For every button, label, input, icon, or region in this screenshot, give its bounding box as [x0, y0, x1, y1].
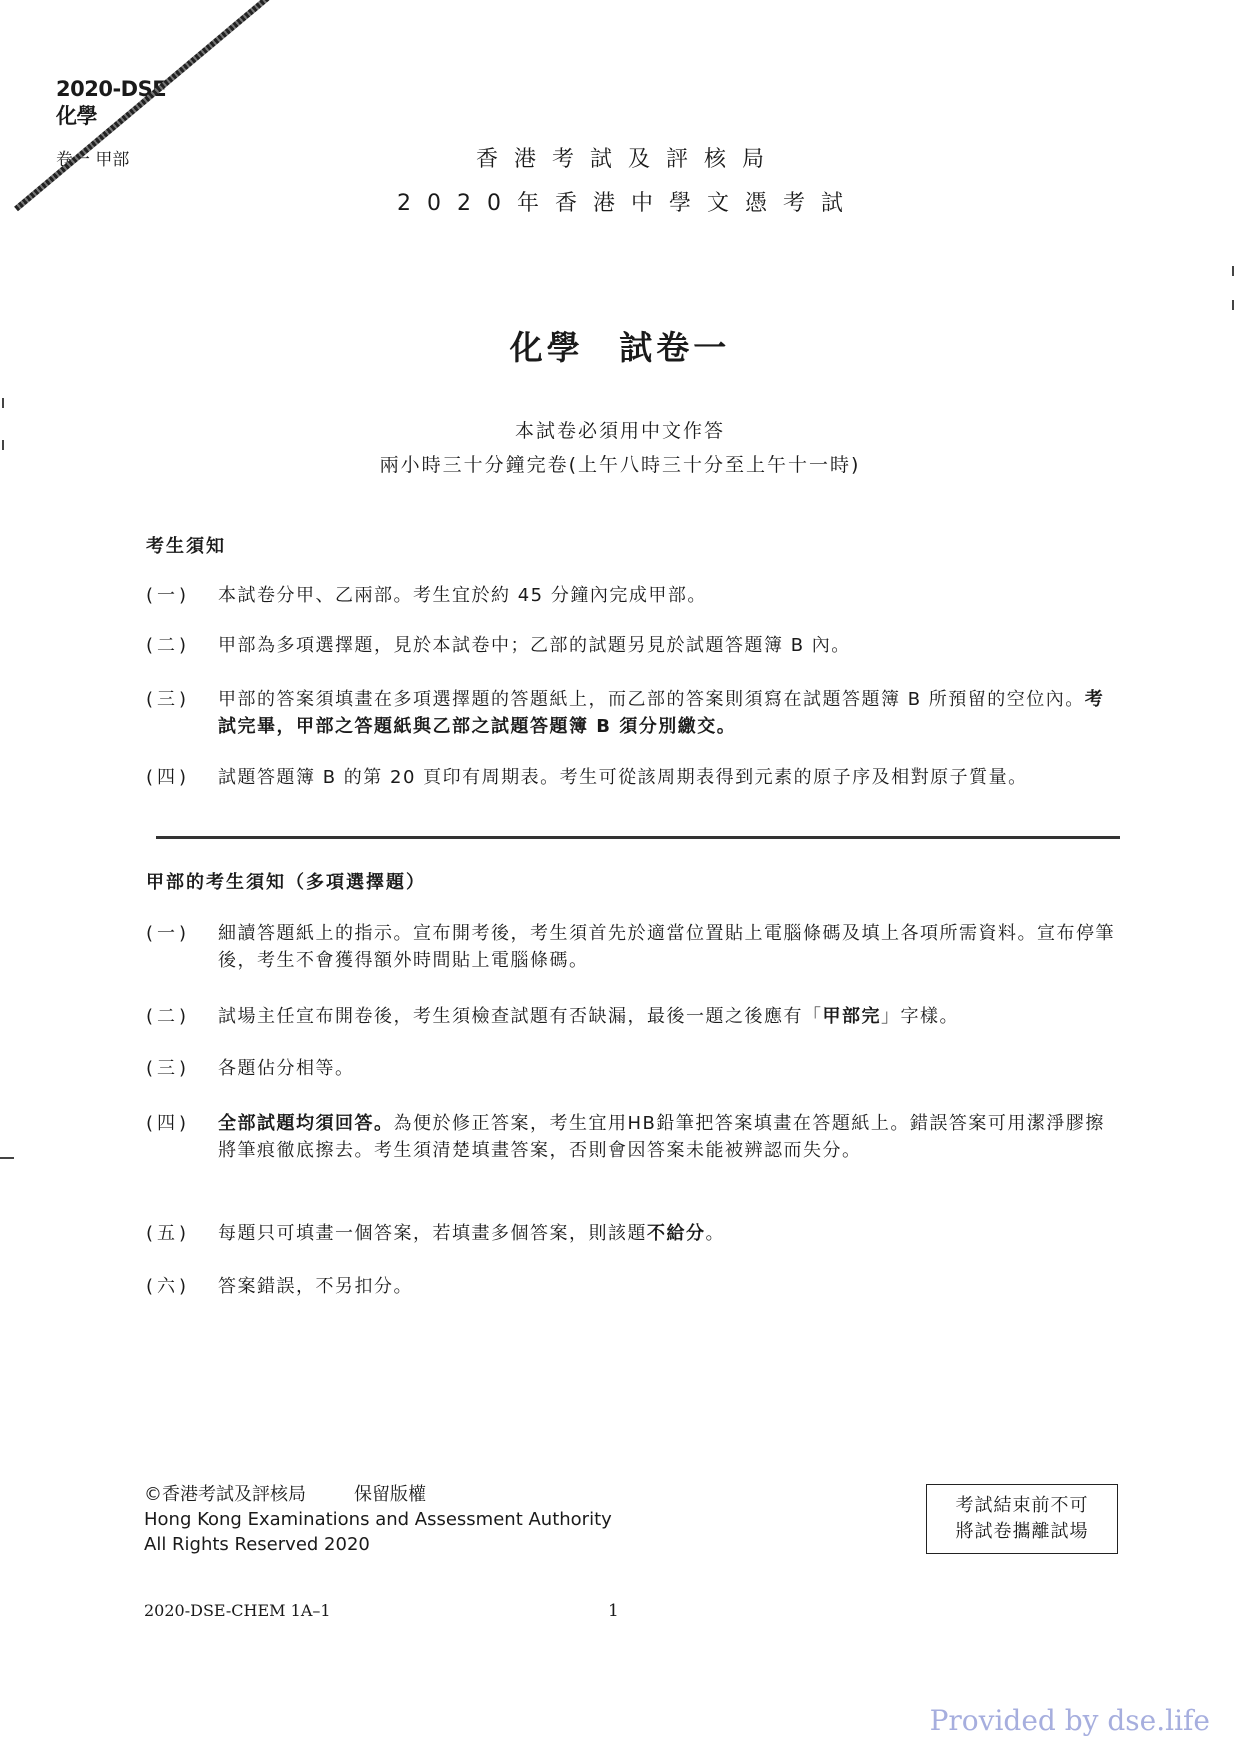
- item-text: [218, 1110, 1120, 1164]
- section-a-item: [146, 1055, 1120, 1082]
- section-a-heading: 甲部的考生須知（多項選擇題）: [146, 872, 426, 893]
- item-text-bold: 不給分: [647, 1223, 706, 1244]
- item-number: (四): [146, 767, 191, 788]
- instructions-heading: 考生須知: [146, 536, 226, 557]
- exam-name: 2020年香港中學文憑考試: [397, 191, 859, 216]
- item-text-after: 」字樣。: [881, 1006, 959, 1027]
- item-number: (一): [146, 585, 191, 606]
- subject-label: 化學: [56, 104, 97, 128]
- duration-note: 兩小時三十分鐘完卷(上午八時三十分至上午十一時): [379, 454, 861, 476]
- divider-rule: [156, 836, 1120, 839]
- watermark: Provided by dse.life: [929, 1704, 1210, 1737]
- item-text: [218, 1003, 1120, 1030]
- item-text: 各題佔分相等。: [218, 1058, 355, 1079]
- item-text: 答案錯誤，不另扣分。: [218, 1276, 413, 1297]
- section-a-item: [146, 1110, 1120, 1164]
- item-number: (二): [146, 635, 191, 656]
- exam-code: 2020-DSE: [56, 77, 167, 101]
- item-number: (二): [146, 1006, 191, 1027]
- page-number: 1: [608, 1601, 619, 1621]
- language-note: 本試卷必須用中文作答: [514, 420, 725, 442]
- item-text-before: 每題只可填畫一個答案，若填畫多個答案，則該題: [218, 1223, 647, 1244]
- item-text-after: 。: [705, 1223, 725, 1244]
- item-text: 細讀答題紙上的指示。宣布開考後，考生須首先於適當位置貼上電腦條碼及填上各項所需資料。宣布停筆後，考生不會獲得額外時間貼上電腦條碼。: [218, 923, 1115, 971]
- item-number: (一): [146, 923, 191, 944]
- item-number: (五): [146, 1223, 191, 1244]
- notice-line-1: 考試結束前不可: [955, 1495, 1089, 1516]
- copyright-block: [144, 1482, 612, 1557]
- item-text-bold: 全部試題均須回答。: [218, 1113, 394, 1134]
- margin-mark: [0, 1157, 14, 1159]
- paper-code: 2020-DSE-CHEM 1A–1: [144, 1601, 331, 1620]
- exam-room-notice: [926, 1484, 1118, 1554]
- item-number: (三): [146, 1058, 191, 1079]
- rights-en: All Rights Reserved 2020: [144, 1534, 370, 1555]
- paper-title: [0, 322, 1240, 369]
- instruction-item: [146, 632, 1120, 659]
- instruction-item: [146, 764, 1120, 791]
- item-text: [218, 686, 1120, 740]
- item-text: [218, 1220, 1120, 1247]
- item-number: (三): [146, 689, 191, 710]
- item-text-after: 為便於修正答案，考生宜用HB鉛筆把答案填畫在答題紙上。錯誤答案可用潔淨膠擦將筆痕徹底擦去。考生須清楚填畫答案，否則會因答案未能被辨認而失分。: [218, 1113, 1105, 1161]
- section-a-item: [146, 1273, 1120, 1300]
- rights-zh: 保留版權: [354, 1484, 426, 1505]
- section-a-item: [146, 920, 1120, 974]
- margin-mark: [1232, 300, 1234, 310]
- title-subject: 化學: [509, 328, 584, 367]
- item-text-bold: 考試完畢，甲部之答題紙與乙部之試題答題簿 B 須分別繳交。: [218, 689, 1105, 737]
- corner-label: [56, 76, 166, 130]
- item-text: 試題答題簿 B 的第 20 頁印有周期表。考生可從該周期表得到元素的原子序及相對原子質量。: [218, 767, 1028, 788]
- copyright-zh: ©香港考試及評核局: [144, 1484, 306, 1505]
- section-label: 卷一 甲部: [56, 150, 130, 170]
- item-text: 甲部為多項選擇題，見於本試卷中；乙部的試題另見於試題答題簿 B 內。: [218, 635, 851, 656]
- item-text-before: 試場主任宣布開卷後，考生須檢查試題有否缺漏，最後一題之後應有「: [218, 1006, 823, 1027]
- instruction-item: [146, 582, 1120, 609]
- item-text-regular: 甲部的答案須填畫在多項選擇題的答題紙上，而乙部的答案則須寫在試題答題簿 B 所預留的空位內。: [218, 689, 1085, 710]
- item-text-bold: 甲部完: [822, 1006, 881, 1027]
- title-paper: 試卷一: [619, 328, 731, 367]
- notice-line-2: 將試卷攜離試場: [955, 1521, 1089, 1542]
- instruction-item: [146, 686, 1120, 740]
- item-number: (四): [146, 1113, 191, 1134]
- margin-mark: [1232, 266, 1234, 276]
- section-a-item: [146, 1003, 1120, 1030]
- item-text: 本試卷分甲、乙兩部。考生宜於約 45 分鐘內完成甲部。: [218, 585, 707, 606]
- item-number: (六): [146, 1276, 191, 1297]
- authority-name: 香港考試及評核局: [475, 147, 780, 172]
- authority-en: Hong Kong Examinations and Assessment Authority: [144, 1509, 612, 1530]
- margin-mark: [2, 398, 4, 408]
- section-a-item: [146, 1220, 1120, 1247]
